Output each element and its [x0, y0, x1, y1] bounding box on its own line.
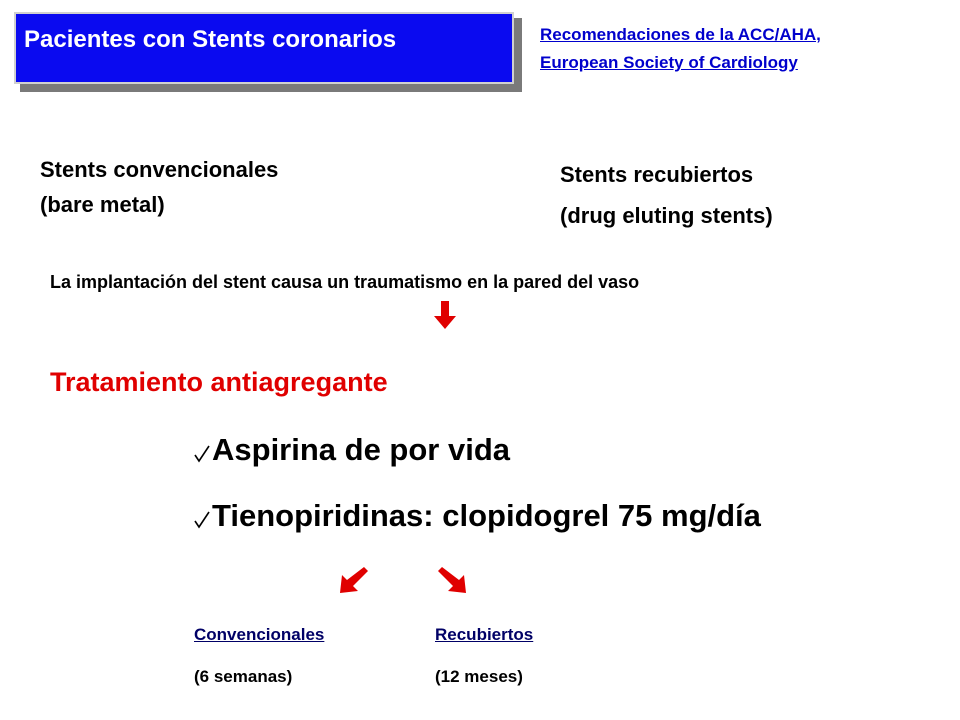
- bullet-text-2: Tienopiridinas: clopidogrel 75 mg/día: [212, 498, 761, 533]
- intro-text: La implantación del stent causa un traumatismo en la pared del vaso: [50, 272, 640, 292]
- treatment-heading: Tratamiento antiagregante: [50, 367, 388, 397]
- arrow-down-right-icon: [436, 565, 470, 595]
- bullet-item-1: [194, 430, 510, 470]
- bullet-text-1: Aspirina de por vida: [212, 432, 511, 467]
- check-icon: [194, 445, 210, 463]
- arrow-down-left-icon: [336, 565, 370, 595]
- conventional-label: Convencionales: [194, 625, 325, 644]
- slide-title: Pacientes con Stents coronarios: [24, 26, 397, 53]
- check-icon: [194, 511, 210, 529]
- coated-duration: (12 meses): [435, 667, 523, 686]
- left-column-heading-1: Stents convencionales: [40, 157, 279, 182]
- right-column-heading-1: Stents recubiertos: [560, 162, 754, 187]
- coated-label: Recubiertos: [435, 625, 534, 644]
- conventional-duration: (6 semanas): [194, 667, 293, 686]
- bullet-item-2: [194, 496, 761, 536]
- right-column-heading-2: (drug eluting stents): [560, 203, 773, 228]
- left-column-heading-2: (bare metal): [40, 192, 165, 217]
- reference-line-1: Recomendaciones de la ACC/AHA,: [540, 25, 821, 44]
- reference-line-2: European Society of Cardiology: [540, 53, 798, 72]
- arrow-down-icon: [432, 300, 458, 330]
